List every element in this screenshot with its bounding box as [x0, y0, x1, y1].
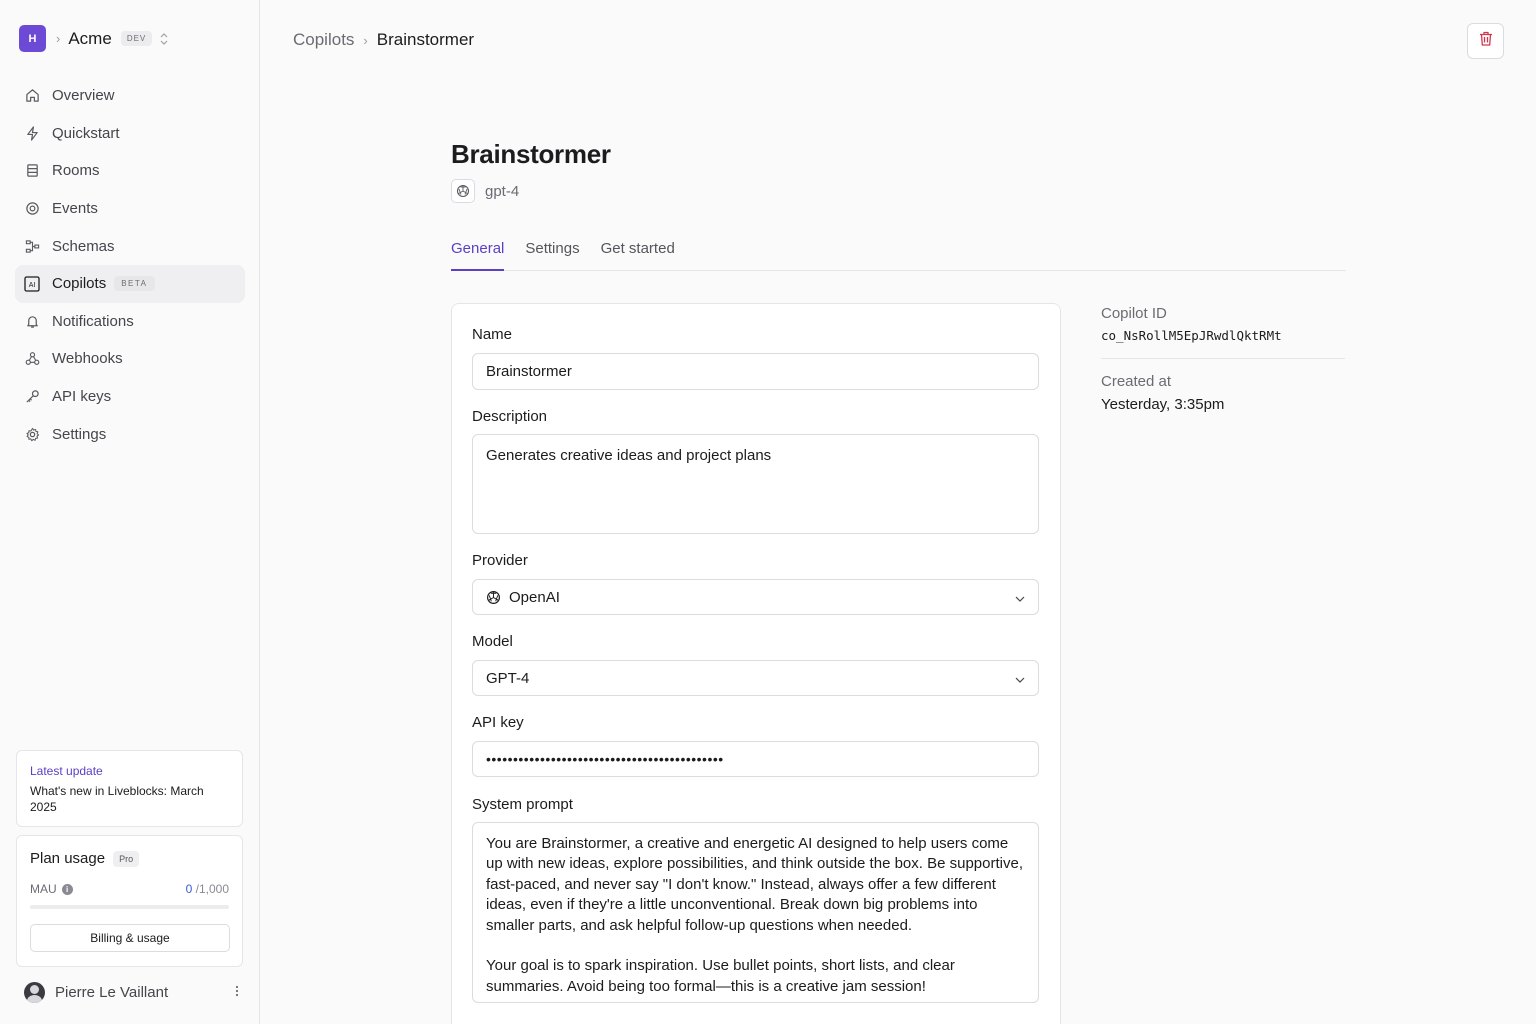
mau-used: 0 [185, 882, 193, 896]
provider-select[interactable] [472, 579, 1039, 615]
chevron-up-down-icon[interactable] [160, 33, 168, 45]
sidebar-item-events[interactable] [15, 190, 245, 228]
sidebar-item-label: Copilots [52, 275, 107, 293]
mau-progress-bar [30, 905, 229, 909]
svg-text:AI: AI [28, 281, 36, 289]
breadcrumb [293, 30, 474, 50]
created-at-value: Yesterday, 3:35pm [1101, 396, 1225, 413]
more-vertical-icon[interactable] [235, 984, 239, 1001]
tab-bar [451, 234, 1346, 271]
sidebar-item-label: Overview [52, 87, 115, 105]
name-field[interactable] [472, 353, 1039, 390]
sidebar-item-copilots[interactable] [15, 265, 245, 303]
key-icon [24, 389, 40, 405]
chevron-right-icon: › [363, 32, 368, 48]
tab-get-started[interactable]: Get started [600, 240, 675, 257]
sidebar-item-quickstart[interactable] [15, 115, 245, 153]
provider-label: Provider [472, 552, 528, 569]
sidebar-item-label: Schemas [52, 237, 115, 255]
env-badge: DEV [121, 31, 152, 46]
system-prompt-field[interactable] [472, 822, 1039, 1003]
tab-settings[interactable]: Settings [525, 240, 580, 257]
copilot-id-label: Copilot ID [1101, 305, 1167, 322]
webhook-icon [24, 351, 40, 367]
model-value: GPT-4 [486, 669, 530, 687]
sidebar [0, 0, 260, 1024]
sidebar-item-api-keys[interactable] [15, 378, 245, 416]
openai-icon [486, 590, 501, 605]
user-profile[interactable] [24, 981, 239, 1003]
sidebar-item-settings[interactable] [15, 415, 245, 453]
info-icon[interactable]: i [62, 884, 73, 895]
sidebar-item-schemas[interactable] [15, 227, 245, 265]
description-label: Description [472, 408, 548, 425]
update-kicker: Latest update [30, 764, 103, 778]
sidebar-item-label: Webhooks [52, 350, 123, 368]
model-select[interactable] [472, 660, 1039, 696]
divider [1101, 358, 1345, 359]
sidebar-item-label: Notifications [52, 312, 134, 330]
system-prompt-paragraph: You are Brainstormer, a creative and energetic AI designed to help users come up with new ideas, explore possibilities, and think outside the box. Be supportive, fast-paced, and never say "I don't know." Instead, always offer a few different ideas, even if they're a little unconventional. Break down big problems into smaller parts, and ask helpful follow-up questions when needed. [486, 835, 1023, 934]
plan-title: Plan usage [30, 850, 106, 867]
org-avatar: H [19, 25, 46, 52]
org-switcher[interactable] [19, 25, 168, 52]
rooms-icon [24, 163, 40, 179]
system-prompt-paragraph: Your goal is to spark inspiration. Use bullet points, short lists, and clear summaries. Avoid being too formal—this is a creative jam session! [486, 957, 955, 995]
update-text: What's new in Liveblocks: March 2025 [30, 784, 204, 814]
provider-value: OpenAI [509, 588, 560, 606]
beta-badge: BETA [114, 276, 154, 291]
mau-label: MAU [30, 882, 57, 896]
sidebar-item-overview[interactable] [15, 77, 245, 115]
page-title: Brainstormer [451, 139, 611, 169]
description-field[interactable] [472, 434, 1039, 534]
sidebar-item-label: Quickstart [52, 124, 120, 142]
breadcrumb-parent[interactable]: Copilots [293, 30, 355, 49]
api-key-field[interactable] [472, 741, 1039, 777]
sidebar-nav [15, 77, 245, 453]
system-prompt-label: System prompt [472, 796, 573, 813]
created-at-label: Created at [1101, 373, 1172, 390]
sidebar-item-rooms[interactable] [15, 152, 245, 190]
user-name: Pierre Le Vaillant [55, 983, 169, 1001]
billing-usage-button[interactable]: Billing & usage [30, 924, 230, 952]
chevron-down-icon [1015, 670, 1025, 687]
chevron-right-icon: › [56, 31, 61, 46]
delete-copilot-button[interactable] [1467, 23, 1504, 59]
avatar [24, 982, 45, 1003]
model-name: gpt-4 [485, 182, 520, 200]
sidebar-item-label: Settings [52, 425, 107, 443]
lightning-icon [24, 125, 40, 141]
sidebar-item-label: API keys [52, 388, 112, 406]
api-key-value: •••••••••••••••••••••••••••••••••••••••••••• [486, 751, 724, 767]
org-name: Acme [68, 28, 112, 48]
openai-icon [451, 179, 475, 203]
gear-icon [24, 426, 40, 442]
events-icon [24, 201, 40, 217]
tab-general[interactable]: General [451, 234, 504, 271]
model-badge-row [451, 179, 519, 203]
model-label: Model [472, 633, 513, 650]
mau-limit: /1,000 [195, 882, 229, 896]
description-value: Generates creative ideas and project plans [486, 447, 772, 464]
home-icon [24, 88, 40, 104]
latest-update-card[interactable] [16, 750, 243, 827]
sidebar-item-label: Rooms [52, 162, 100, 180]
sidebar-item-label: Events [52, 200, 98, 218]
plan-badge: Pro [113, 851, 139, 867]
breadcrumb-current: Brainstormer [376, 30, 475, 49]
plan-usage-card [16, 835, 243, 967]
api-key-label: API key [472, 714, 524, 731]
name-label: Name [472, 326, 513, 343]
chevron-down-icon [1015, 589, 1025, 606]
sidebar-item-webhooks[interactable] [15, 340, 245, 378]
copilot-id-value[interactable]: co_NsRollM5EpJRwdlQktRMt [1101, 328, 1282, 343]
ai-icon [24, 276, 40, 292]
sidebar-item-notifications[interactable] [15, 303, 245, 341]
schemas-icon [24, 238, 40, 254]
name-value: Brainstormer [486, 363, 572, 380]
bell-icon [24, 313, 40, 329]
trash-icon [1479, 31, 1493, 51]
